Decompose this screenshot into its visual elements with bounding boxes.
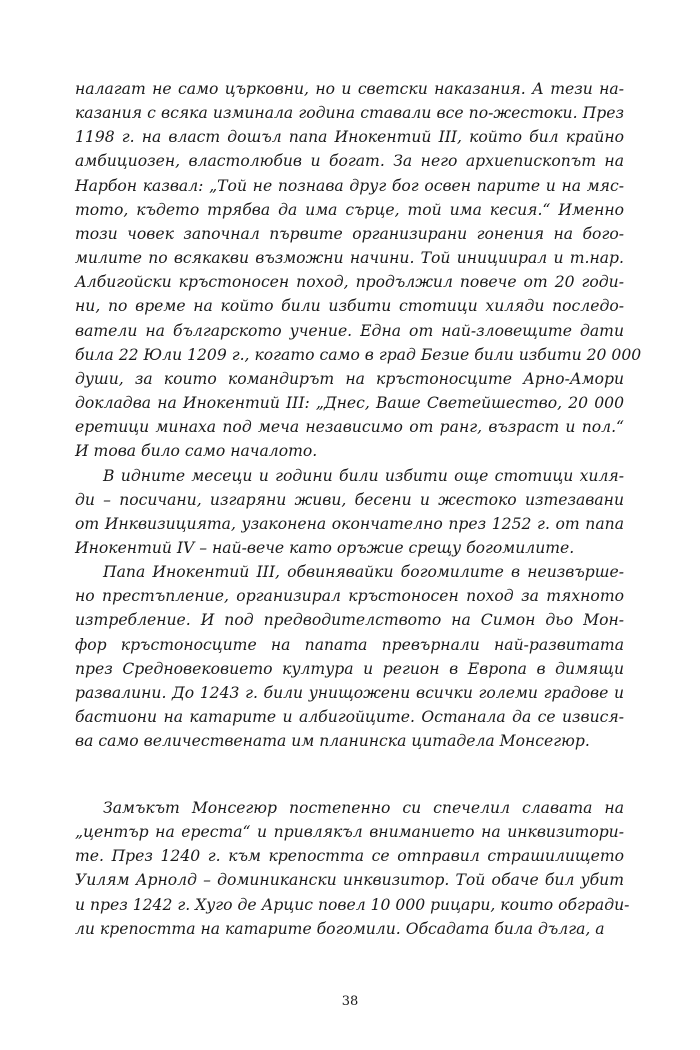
text-line: милите по всякакви възможни начини. Той инициирал и т.нар.	[75, 249, 624, 268]
page-number: 38	[341, 994, 359, 1009]
text-line: ли крепостта на катарите богомили. Обсадата била дълга, а	[75, 919, 605, 938]
text-line: амбициозен, властолюбив и богат. За него архиепископът на	[75, 152, 624, 171]
paragraph	[75, 464, 624, 561]
text-line: тото, където трябва да има сърце, той има кесия.“ Именно	[75, 200, 624, 219]
paragraph	[75, 77, 642, 464]
text-line: Папа Инокентий III, обвинявайки богомилите в неизвърше-	[103, 563, 624, 582]
text-line: Инокентий IV – най-вече като оръжие срещу богомилите.	[75, 538, 575, 557]
text-line: Нарбон казвал: „Той не познава друг бог освен парите и на мяс-	[75, 176, 624, 195]
text-line: през Средновековието култура и регион в Европа в димящи	[75, 659, 624, 678]
text-line: Замъкът Монсегюр постепенно си спечелил славата на	[103, 799, 624, 817]
text-line: развалини. До 1243 г. били унищожени всички големи градове и	[75, 683, 624, 702]
text-line: Уилям Арнолд – доминикански инквизитор. Той обаче бил убит	[75, 871, 624, 890]
paragraph	[75, 560, 624, 753]
text-line: от Инквизицията, узаконена окончателно през 1252 г. от папа	[75, 514, 624, 533]
text-line: била 22 Юли 1209 г., когато само в град Безие били избити 20 000	[75, 345, 642, 364]
paragraph	[75, 796, 630, 941]
text-line: еретици минаха под меча независимо от ранг, възраст и пол.“	[75, 418, 624, 437]
text-line: ватели на българското учение. Една от най-зловещите дати	[75, 321, 624, 340]
text-line: казания с всяка изминала година ставали все по-жестоки. През	[75, 104, 624, 123]
text-line: „център на ереста“ и привлякъл вниманието на инквизитори-	[75, 823, 624, 842]
text-line: изтребление. И под предводителството на Симон дьо Мон-	[75, 611, 624, 630]
text-line: докладва на Инокентий III: „Днес, Ваше Светейшество, 20 000	[75, 394, 624, 413]
text-line: този човек започнал първите организирани гонения на бого-	[75, 224, 624, 243]
text-line: ва само величествената им планинска цитадела Монсегюр.	[75, 732, 590, 751]
text-line: но престъпление, организирал кръстоносен поход за тяхното	[75, 587, 624, 606]
text-line: фор кръстоносците на папата превърнали най-развитата	[75, 635, 624, 654]
text-line: И това било само началото.	[75, 442, 318, 461]
text-line: Албигойски кръстоносен поход, продължил повече от 20 годи-	[75, 273, 624, 292]
text-section-2	[75, 796, 630, 941]
text-line: те. През 1240 г. към крепостта се отправил страшилището	[75, 847, 624, 866]
text-line: 1198 г. на власт дошъл папа Инокентий III, който бил крайно	[75, 128, 624, 147]
text-line: ни, по време на който били избити стотици хиляди последо-	[75, 297, 624, 316]
text-line: и през 1242 г. Хуго де Арцис повел 10 000 рицари, които обгради-	[75, 895, 630, 914]
text-line: В идните месеци и години били избити още стотици хиля-	[103, 466, 624, 485]
text-line: души, за които командирът на кръстоносците Арно-Амори	[75, 369, 624, 388]
text-section-1	[75, 77, 642, 753]
text-line: налагат не само църковни, но и светски наказания. А тези на-	[75, 80, 624, 98]
text-line: ди – посичани, изгаряни живи, бесени и жестоко изтезавани	[75, 490, 624, 509]
text-line: бастиони на катарите и албигойците. Останала да се извися-	[75, 708, 624, 727]
